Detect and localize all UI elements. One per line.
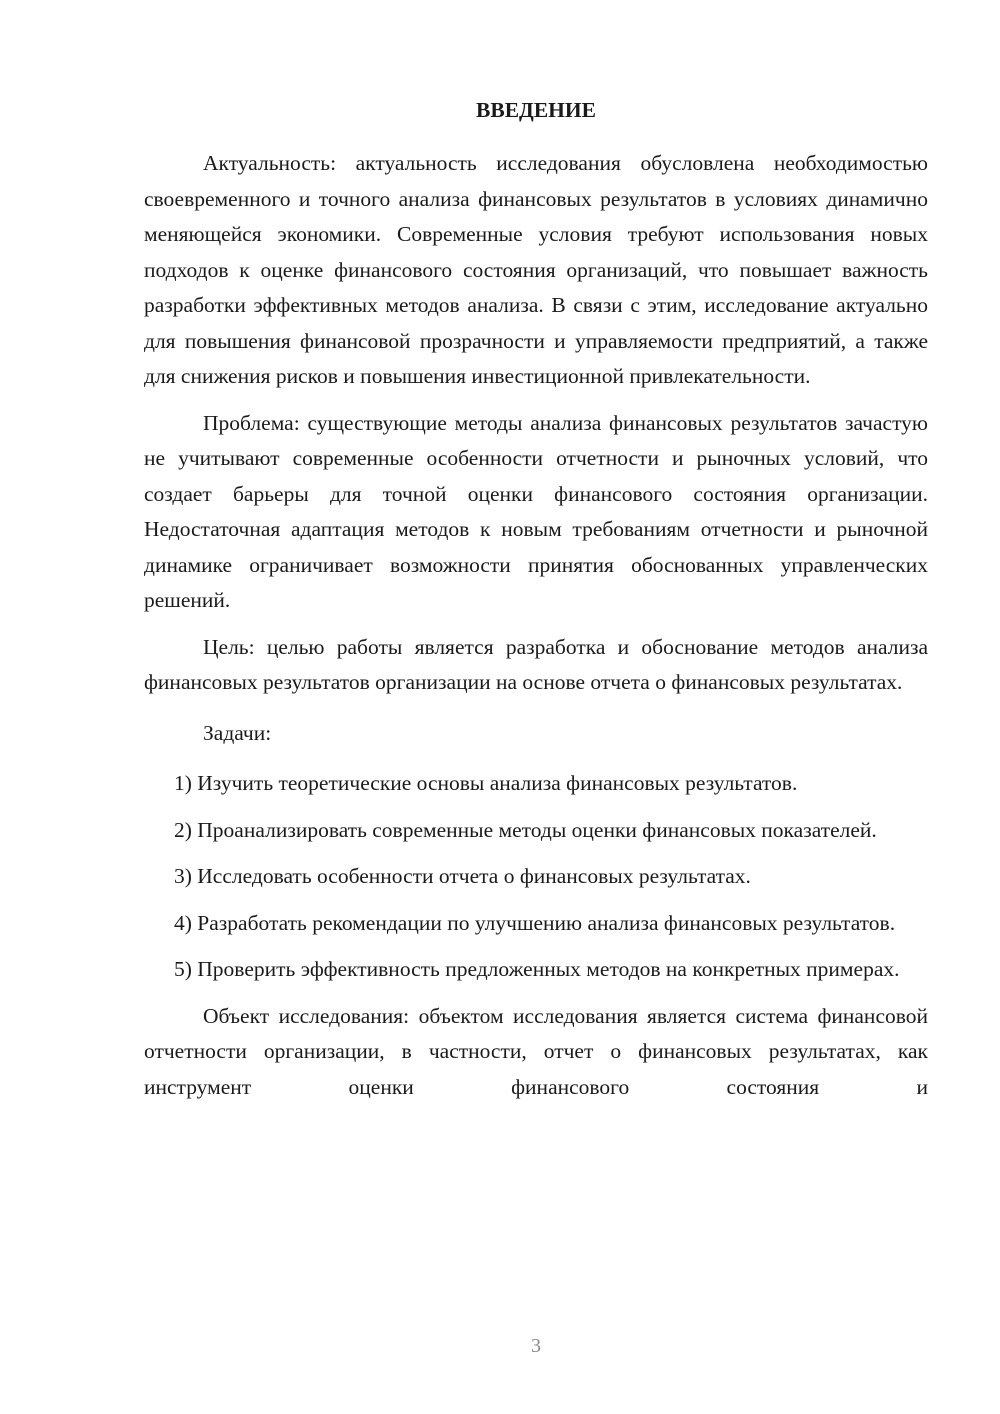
paragraph-goal: Цель: целью работы является разработка и обоснование методов анализа финансовых результатов организации на основе отчета о финансовых результатах. (144, 634, 928, 694)
task-item-3: 3) Исследовать особенности отчета о финансовых результатах. (174, 864, 751, 888)
paragraph-object: Объект исследования: объектом исследования является система финансовой отчетности организации, в частности, отчет о финансовых результатах, как инструмент оценки финансового состояния и (144, 1003, 928, 1099)
tasks-heading: Задачи: (203, 720, 272, 745)
page-title: ВВЕДЕНИЕ (476, 98, 596, 122)
paragraph-problem: Проблема: существующие методы анализа финансовых результатов зачастую не учитывают современные особенности отчетности и рыночных условий, что создает барьеры для точной оценки финансового состояния организации. Недостаточная адаптация методов к новым требованиям отчетности и рыночной динамике ограничивает возможности принятия обоснованных управленческих решений. (144, 410, 928, 612)
task-item-5: 5) Проверить эффективность предложенных методов на конкретных примерах. (174, 957, 900, 981)
task-item-1: 1) Изучить теоретические основы анализа финансовых результатов. (174, 771, 798, 795)
task-item-2: 2) Проанализировать современные методы оценки финансовых показателей. (174, 817, 877, 842)
page-body (144, 96, 928, 1105)
paragraph-relevance: Актуальность: актуальность исследования обусловлена необходимостью своевременного и точного анализа финансовых результатов в условиях динамично меняющейся экономики. Современные условия требуют использования новых подходов к оценке финансового состояния организаций, что повышает важность разработки эффективных методов анализа. В связи с этим, исследование актуально для повышения финансовой прозрачности и управляемости предприятий, а также для снижения рисков и повышения инвестиционной привлекательности. (144, 151, 928, 388)
page-number: 3 (531, 1335, 541, 1357)
task-item-4: 4) Разработать рекомендации по улучшению анализа финансовых результатов. (174, 910, 896, 935)
